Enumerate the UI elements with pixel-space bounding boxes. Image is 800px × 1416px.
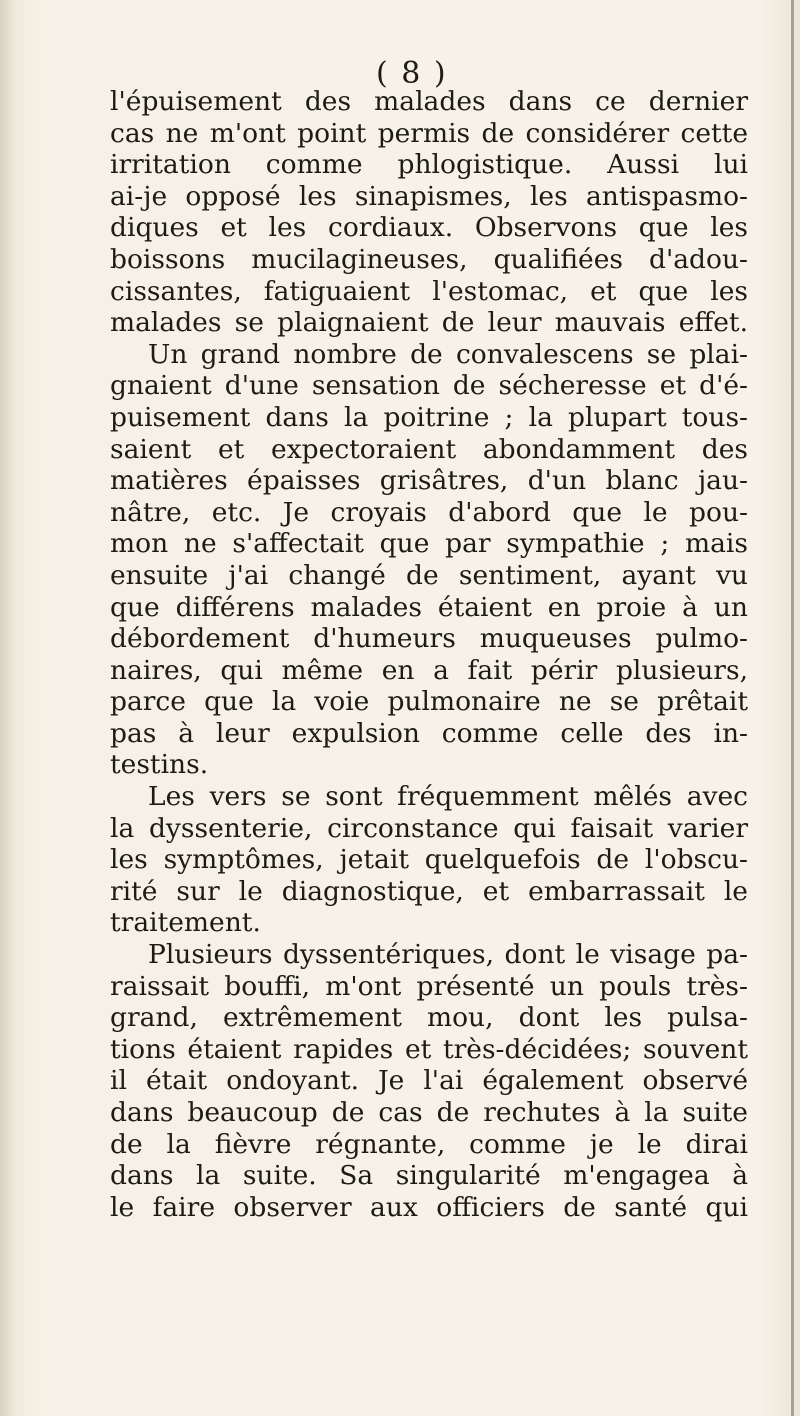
- body-text: [110, 86, 748, 1223]
- text-line: Plusieurs dyssentériques, dont le visage pa-: [148, 939, 748, 971]
- text-line: raissait bouffi, m'ont présenté un pouls très-: [110, 970, 748, 1002]
- page-edge-rule: [791, 0, 794, 1416]
- text-line: naires, qui même en a fait périr plusieurs,: [110, 654, 748, 686]
- text-line: irritation comme phlogistique. Aussi lui: [110, 149, 748, 181]
- text-line: débordement d'humeurs muqueuses pulmo-: [110, 623, 748, 655]
- text-line: testins.: [110, 749, 209, 781]
- text-line: cas ne m'ont point permis de considérer cette: [110, 117, 748, 149]
- text-line: matières épaisses grisâtres, d'un blanc jau-: [110, 465, 748, 497]
- text-line: ensuite j'ai changé de sentiment, ayant vu: [110, 559, 748, 591]
- text-line: Les vers se sont fréquemment mêlés avec: [148, 781, 748, 813]
- text-line: puisement dans la poitrine ; la plupart tous-: [110, 401, 748, 433]
- text-line: mon ne s'affectait que par sympathie ; mais: [110, 528, 748, 560]
- text-line: le faire observer aux officiers de santé qui: [110, 1191, 748, 1223]
- page-number: ( 8 ): [376, 56, 448, 91]
- text-line: diques et les cordiaux. Observons que les: [110, 212, 748, 244]
- text-line: nâtre, etc. Je croyais d'abord que le pou-: [110, 496, 748, 528]
- text-line: gnaient d'une sensation de sécheresse et d'é-: [110, 370, 748, 402]
- text-line: ai-je opposé les sinapismes, les antispasmo-: [110, 180, 748, 212]
- text-line: cissantes, fatiguaient l'estomac, et que les: [110, 275, 748, 307]
- text-line: malades se plaignaient de leur mauvais effet.: [110, 307, 748, 339]
- text-line: la dyssenterie, circonstance qui faisait varier: [110, 812, 748, 844]
- text-line: de la fièvre régnante, comme je le dirai: [110, 1128, 748, 1160]
- text-line: saient et expectoraient abondamment des: [110, 433, 748, 465]
- text-line: dans la suite. Sa singularité m'engagea à: [110, 1160, 748, 1192]
- text-line: boissons mucilagineuses, qualifiées d'adou-: [110, 243, 748, 275]
- text-line: Un grand nombre de convalescens se plai-: [148, 338, 748, 370]
- text-line: rité sur le diagnostique, et embarrassait le: [110, 875, 748, 907]
- text-line: grand, extrêmement mou, dont les pulsa-: [110, 1002, 748, 1034]
- text-line: dans beaucoup de cas de rechutes à la suite: [110, 1097, 748, 1128]
- text-line: pas à leur expulsion comme celle des in-: [110, 717, 748, 749]
- text-line: l'épuisement des malades dans ce dernier: [110, 86, 748, 117]
- text-line: parce que la voie pulmonaire ne se prêtait: [110, 686, 748, 718]
- text-line: les symptômes, jetait quelquefois de l'obscu-: [110, 844, 748, 876]
- page-spine-shadow: [0, 0, 16, 1416]
- text-line: que différens malades étaient en proie à un: [110, 591, 748, 623]
- text-line: il était ondoyant. Je l'ai également observé: [110, 1065, 748, 1097]
- text-line: tions étaient rapides et très-décidées; souvent: [110, 1033, 748, 1065]
- text-line: traitement.: [110, 907, 261, 939]
